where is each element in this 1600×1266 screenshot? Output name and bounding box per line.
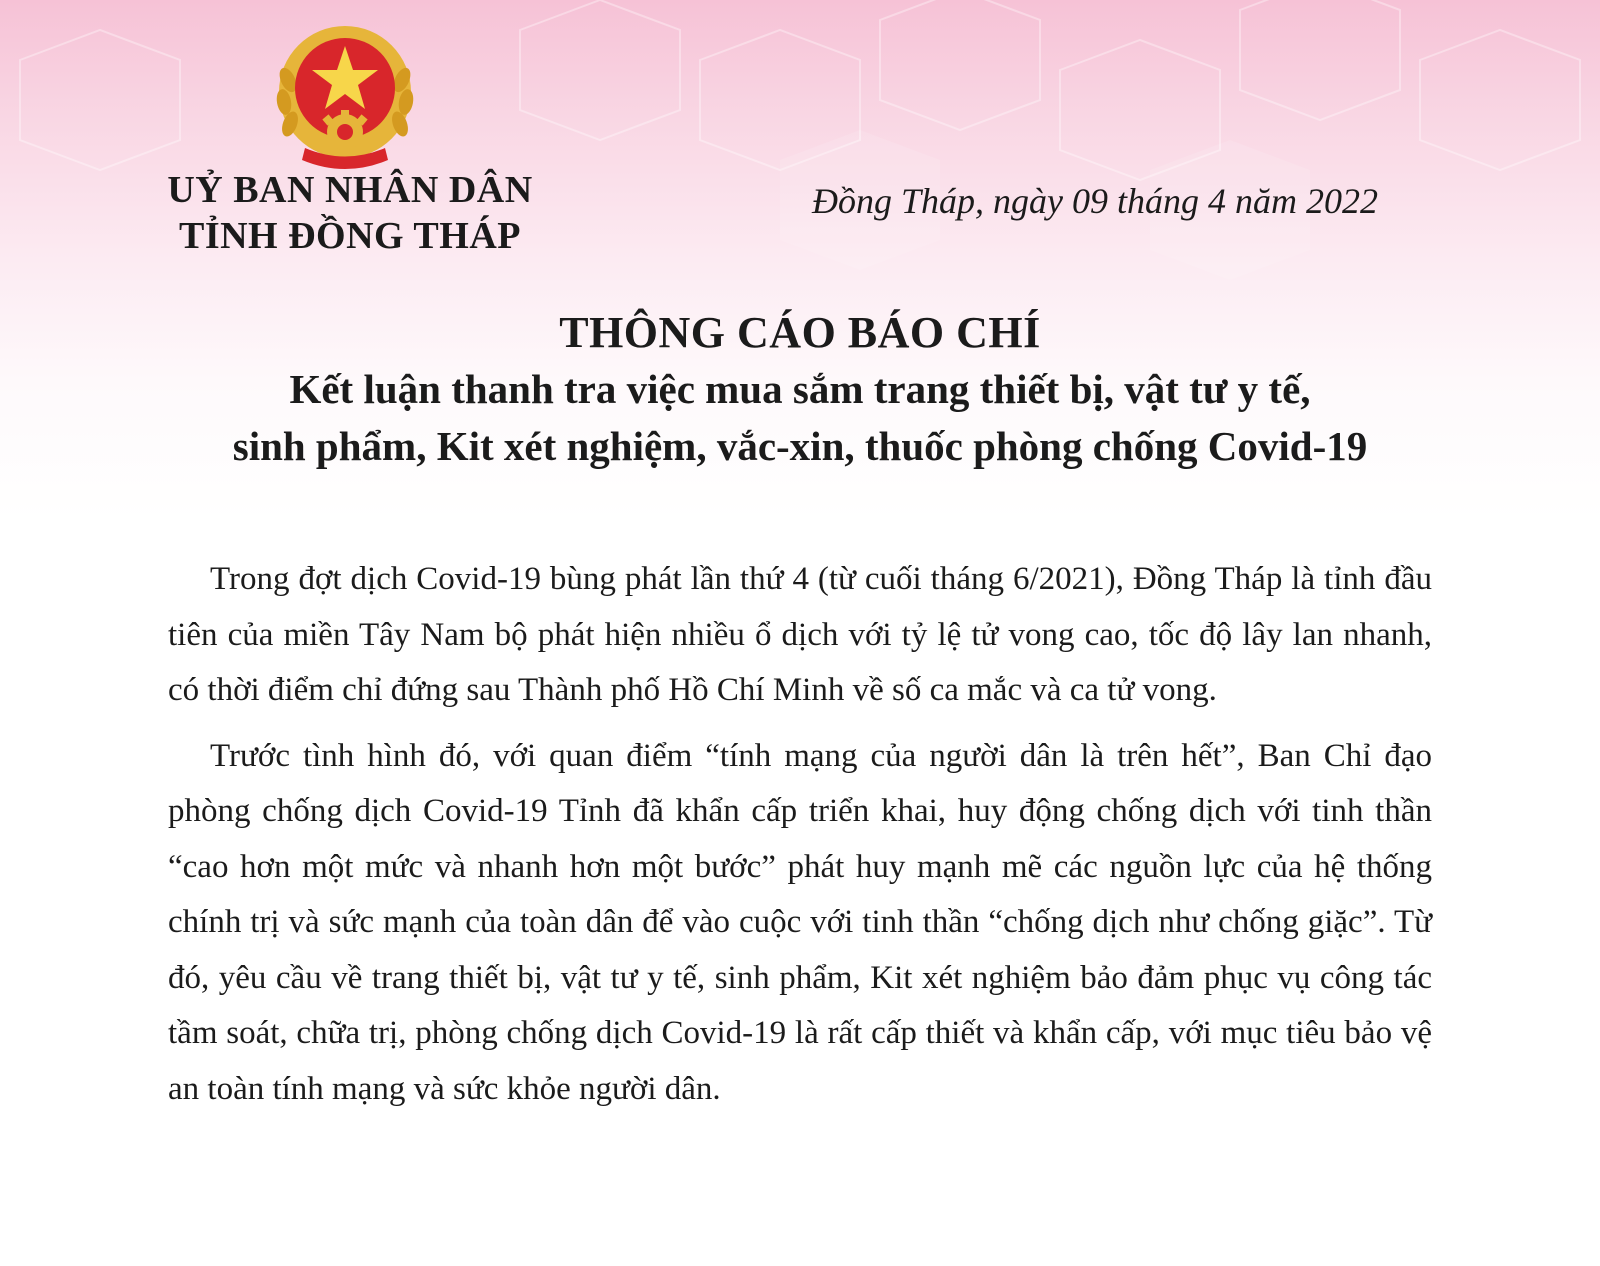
agency-line-2: TỈNH ĐỒNG THÁP [178, 215, 521, 257]
document-subject-line-1: Kết luận thanh tra việc mua sắm trang thiết bị, vật tư y tế, [289, 366, 1311, 412]
document-title [60, 305, 1540, 475]
issuing-agency [120, 167, 580, 259]
document-subject-line-2: sinh phẩm, Kit xét nghiệm, vắc-xin, thuốc phòng chống Covid-19 [232, 423, 1368, 469]
document-body [168, 552, 1432, 1127]
vietnam-national-emblem-icon [270, 20, 420, 170]
document-type-heading: THÔNG CÁO BÁO CHÍ [559, 308, 1041, 357]
body-paragraph: Trước tình hình đó, với quan điểm “tính mạng của người dân là trên hết”, Ban Chỉ đạo phòng chống dịch Covid-19 Tỉnh đã khẩn cấp triển khai, huy động chống dịch với tinh thần “cao hơn một mức và nhanh hơn một bước” phát huy mạnh mẽ các nguồn lực của hệ thống chính trị và sức mạnh của toàn dân để vào cuộc với tinh thần “chống dịch như chống giặc”. Từ đó, yêu cầu về trang thiết bị, vật tư y tế, sinh phẩm, Kit xét nghiệm bảo đảm phục vụ công tác tầm soát, chữa trị, phòng chống dịch Covid-19 là rất cấp thiết và khẩn cấp, với mục tiêu bảo vệ an toàn tính mạng và sức khỏe người dân. [168, 737, 1432, 1107]
agency-line-1: UỶ BAN NHÂN DÂN [167, 169, 533, 211]
body-paragraph: Trong đợt dịch Covid-19 bùng phát lần thứ 4 (từ cuối tháng 6/2021), Đồng Tháp là tỉnh đầu tiên của miền Tây Nam bộ phát hiện nhiều ổ dịch với tỷ lệ tử vong cao, tốc độ lây lan nhanh, có thời điểm chỉ đứng sau Thành phố Hồ Chí Minh về số ca mắc và ca tử vong. [168, 561, 1432, 708]
place-and-date: Đồng Tháp, ngày 09 tháng 4 năm 2022 [812, 181, 1378, 221]
